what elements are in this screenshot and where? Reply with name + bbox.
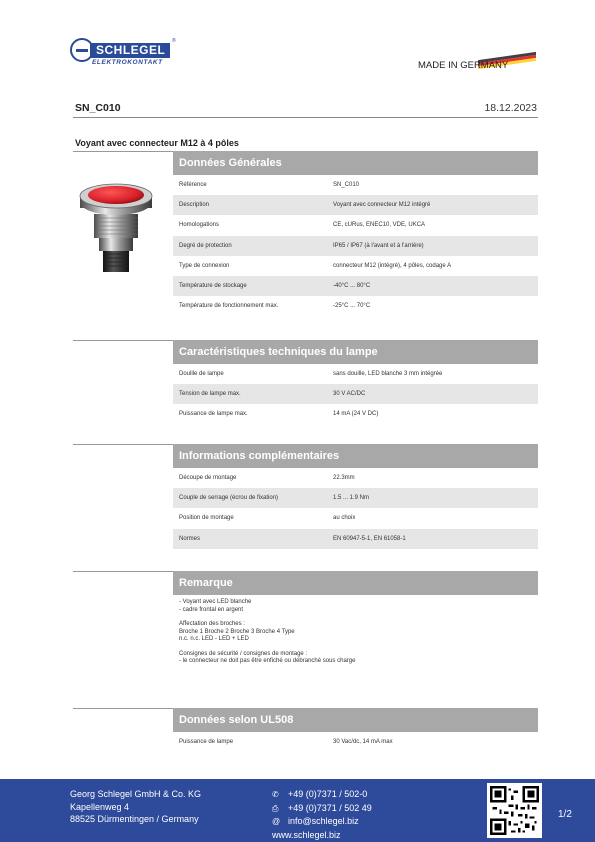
logo-wordmark: SCHLEGEL	[90, 43, 170, 58]
table-row: Tension de lampe max. 30 V AC/DC	[173, 384, 538, 404]
table-row: Douille de lampe sans douille, LED blanche 3 mm intégrée	[179, 371, 443, 378]
table-row: Température de fonctionnement max. -25°C ... 70°C	[179, 303, 371, 310]
made-in-germany: MADE IN GERMANY	[418, 60, 509, 71]
product-code: SN_C010	[75, 102, 121, 114]
section-divider	[73, 708, 173, 709]
table-row: Description Voyant avec connecteur M12 intégré	[173, 195, 538, 215]
qr-code[interactable]	[487, 783, 542, 838]
table-row: Référence SN_C010	[179, 182, 360, 189]
section-heading: Remarque	[173, 571, 538, 595]
section-divider	[73, 151, 173, 152]
table-row: Homologations CE, cURus, ENEC10, VDE, UKCA	[179, 222, 426, 229]
table-row: Découpe de montage 22.3mm	[179, 475, 355, 482]
footer-contact	[272, 788, 372, 841]
section-divider	[73, 340, 173, 341]
page-number: 1/2	[558, 809, 572, 820]
table-row: Degré de protection IP65 / IP67 (à l'avant et à l'arrière)	[173, 236, 538, 256]
document-date: 18.12.2023	[484, 102, 537, 114]
phone-number[interactable]: +49 (0)7371 / 502-0	[288, 789, 368, 799]
email-icon: @	[272, 817, 281, 826]
table-row: Position de montage au choix	[179, 515, 356, 522]
email-link[interactable]: info@schlegel.biz	[288, 816, 359, 826]
phone-icon: ✆	[272, 790, 279, 799]
website-link[interactable]: www.schlegel.biz	[272, 829, 341, 840]
section-heading: Informations complémentaires	[173, 444, 538, 468]
table-row: Température de stockage -40°C ... 80°C	[173, 276, 538, 296]
product-image	[76, 180, 156, 276]
section-heading: Données Générales	[173, 151, 538, 175]
table-row: Couple de serrage (écrou de fixation) 1.5 ... 1.9 Nm	[173, 488, 538, 508]
header-divider	[73, 117, 538, 118]
footer	[0, 779, 595, 842]
section-divider	[73, 444, 173, 445]
section-heading: Données selon UL508	[173, 708, 538, 732]
section-divider	[73, 571, 173, 572]
schlegel-logo	[70, 38, 180, 72]
table-row: Type de connexion connecteur M12 (intégré), 4 pôles, codage A	[179, 262, 452, 269]
table-row: Puissance de lampe max. 14 mA (24 V DC)	[179, 411, 379, 418]
logo-subtitle: ELEKTROKONTAKT	[92, 59, 163, 66]
fax-number: +49 (0)7371 / 502 49	[288, 802, 372, 813]
product-title: Voyant avec connecteur M12 à 4 pôles	[75, 138, 239, 148]
footer-address: Georg Schlegel GmbH & Co. KG Kapellenweg 4 88525 Dürmentingen / Germany	[70, 789, 202, 824]
fax-icon: ⎙	[272, 803, 279, 813]
logo-registered-mark: ®	[172, 38, 176, 44]
table-row: Puissance de lampe 30 Vac/dc, 14 mA max	[179, 739, 393, 746]
remarks-text: - Voyant avec LED blanche - cadre frontal en argent Affectation des broches : Broche 1 Broche 2 Broche 3 Broche 4 Type n.c. n.c. LED - LED + LED Consignes de sécurité / consignes de montage : - le connecteur ne doit pas être enfiché ou débranché sous charge	[179, 599, 356, 664]
section-heading: Caractéristiques techniques du lampe	[173, 340, 538, 364]
table-row: Normes EN 60947-5-1, EN 61058-1	[173, 529, 538, 549]
